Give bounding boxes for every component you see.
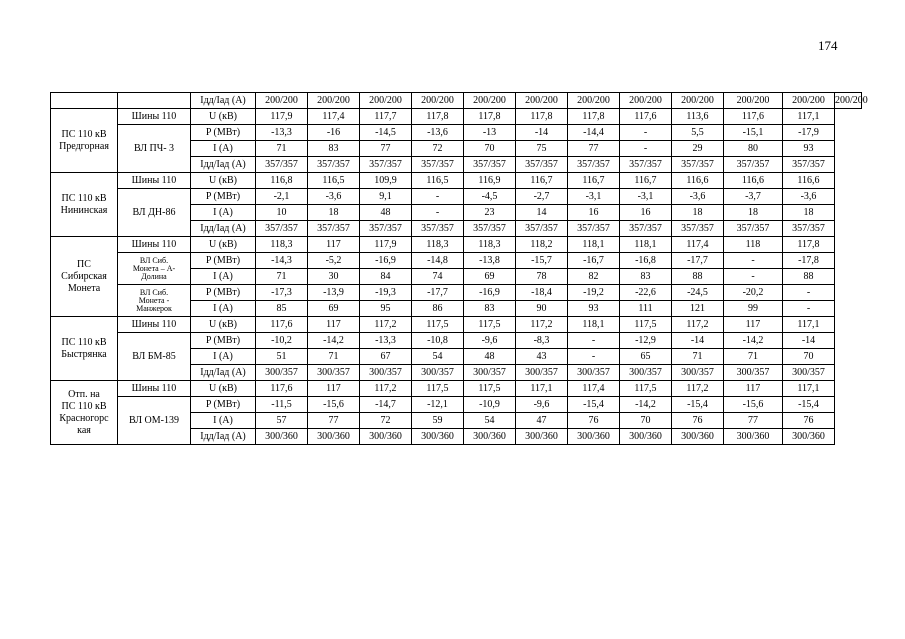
value-cell: -12,9 bbox=[620, 333, 672, 349]
value-cell: 118,3 bbox=[412, 237, 464, 253]
value-cell: 357/357 bbox=[308, 221, 360, 237]
value-cell: 75 bbox=[516, 141, 568, 157]
value-cell: -14,2 bbox=[308, 333, 360, 349]
parameter-cell: I (А) bbox=[191, 413, 256, 429]
value-cell: -9,6 bbox=[464, 333, 516, 349]
value-cell: 357/357 bbox=[724, 157, 783, 173]
value-cell: 5,5 bbox=[672, 125, 724, 141]
value-cell: 83 bbox=[464, 301, 516, 317]
value-cell: 118,3 bbox=[256, 237, 308, 253]
table-row bbox=[51, 189, 862, 205]
value-cell: 357/357 bbox=[516, 157, 568, 173]
value-cell: - bbox=[568, 349, 620, 365]
value-cell: 117,2 bbox=[672, 317, 724, 333]
value-cell: 300/357 bbox=[620, 365, 672, 381]
value-cell: 117,5 bbox=[412, 317, 464, 333]
table-row bbox=[51, 125, 862, 141]
value-cell: 118,3 bbox=[464, 237, 516, 253]
value-cell: -13,6 bbox=[412, 125, 464, 141]
value-cell: -14,7 bbox=[360, 397, 412, 413]
header-param-cell: Iдд/Iад (А) bbox=[191, 93, 256, 109]
value-cell: 82 bbox=[568, 269, 620, 285]
parameter-cell: I (А) bbox=[191, 141, 256, 157]
value-cell: 300/360 bbox=[516, 429, 568, 445]
value-cell: 300/360 bbox=[308, 429, 360, 445]
value-cell: -14 bbox=[783, 333, 835, 349]
value-cell: 117,4 bbox=[568, 381, 620, 397]
station-name-cell: ПС 110 кВ Нининская bbox=[51, 173, 118, 237]
value-cell: 59 bbox=[412, 413, 464, 429]
value-cell: 117,1 bbox=[783, 381, 835, 397]
value-cell: 9,1 bbox=[360, 189, 412, 205]
value-cell: -16,9 bbox=[360, 253, 412, 269]
value-cell: 117,5 bbox=[620, 317, 672, 333]
page-number: 174 bbox=[818, 38, 838, 53]
value-cell: 300/357 bbox=[783, 365, 835, 381]
value-cell: 70 bbox=[620, 413, 672, 429]
line-name-cell: Шины 110 bbox=[118, 317, 191, 333]
value-cell: - bbox=[724, 253, 783, 269]
value-cell: 117,6 bbox=[724, 109, 783, 125]
value-cell: - bbox=[620, 125, 672, 141]
station-name-cell: Отп. на ПС 110 кВ Красногорс кая bbox=[51, 381, 118, 445]
parameter-cell: I (А) bbox=[191, 301, 256, 317]
value-cell: 118,1 bbox=[568, 317, 620, 333]
value-cell: - bbox=[568, 333, 620, 349]
value-cell: 14 bbox=[516, 205, 568, 221]
value-cell: 84 bbox=[360, 269, 412, 285]
value-cell: 83 bbox=[620, 269, 672, 285]
value-cell: -15,4 bbox=[672, 397, 724, 413]
value-cell: 117 bbox=[724, 381, 783, 397]
value-cell: -15,7 bbox=[516, 253, 568, 269]
value-cell: - bbox=[620, 141, 672, 157]
value-cell: - bbox=[412, 189, 464, 205]
value-cell: 71 bbox=[308, 349, 360, 365]
value-cell: 18 bbox=[724, 205, 783, 221]
parameter-cell: Iдд/Iад (А) bbox=[191, 221, 256, 237]
header-value-cell: 200/200 bbox=[568, 93, 620, 109]
value-cell: 47 bbox=[516, 413, 568, 429]
value-cell: 117,5 bbox=[620, 381, 672, 397]
parameter-cell: U (кВ) bbox=[191, 381, 256, 397]
value-cell: 300/360 bbox=[256, 429, 308, 445]
value-cell: 78 bbox=[516, 269, 568, 285]
table-row bbox=[51, 253, 862, 269]
value-cell: -15,4 bbox=[568, 397, 620, 413]
value-cell: 57 bbox=[256, 413, 308, 429]
value-cell: 117,9 bbox=[360, 237, 412, 253]
value-cell: 93 bbox=[568, 301, 620, 317]
value-cell: 54 bbox=[464, 413, 516, 429]
value-cell: 357/357 bbox=[620, 221, 672, 237]
value-cell: 116,7 bbox=[516, 173, 568, 189]
value-cell: -16,7 bbox=[568, 253, 620, 269]
value-cell: -14,3 bbox=[256, 253, 308, 269]
value-cell: 117,1 bbox=[516, 381, 568, 397]
header-value-cell: 200/200 bbox=[256, 93, 308, 109]
table-row bbox=[51, 317, 862, 333]
value-cell: 117,1 bbox=[783, 109, 835, 125]
parameter-cell: U (кВ) bbox=[191, 317, 256, 333]
value-cell: 300/357 bbox=[464, 365, 516, 381]
value-cell: 69 bbox=[464, 269, 516, 285]
table-row bbox=[51, 397, 862, 413]
value-cell: 117,8 bbox=[464, 109, 516, 125]
header-value-cell: 200/200 bbox=[516, 93, 568, 109]
value-cell: 357/357 bbox=[783, 157, 835, 173]
value-cell: 85 bbox=[256, 301, 308, 317]
value-cell: -13,9 bbox=[308, 285, 360, 301]
value-cell: 357/357 bbox=[464, 157, 516, 173]
value-cell: 30 bbox=[308, 269, 360, 285]
value-cell: 83 bbox=[308, 141, 360, 157]
line-name-cell: ВЛ ДН-86 bbox=[118, 189, 191, 237]
value-cell: 357/357 bbox=[256, 157, 308, 173]
value-cell: 117,5 bbox=[464, 381, 516, 397]
station-name-cell: ПС 110 кВ Быстрянка bbox=[51, 317, 118, 381]
parameter-cell: I (А) bbox=[191, 349, 256, 365]
parameter-cell: U (кВ) bbox=[191, 109, 256, 125]
header-value-cell: 200/200 bbox=[672, 93, 724, 109]
value-cell: -2,1 bbox=[256, 189, 308, 205]
station-name-cell: ПС 110 кВ Предгорная bbox=[51, 109, 118, 173]
value-cell: 113,6 bbox=[672, 109, 724, 125]
header-value-cell: 200/200 bbox=[783, 93, 835, 109]
value-cell: 23 bbox=[464, 205, 516, 221]
value-cell: 118,2 bbox=[516, 237, 568, 253]
value-cell: 117,6 bbox=[256, 381, 308, 397]
line-name-cell: ВЛ Сиб. Монета – А- Долина bbox=[118, 253, 191, 285]
value-cell: -17,7 bbox=[672, 253, 724, 269]
header-value-cell: 200/200 bbox=[412, 93, 464, 109]
value-cell: -13 bbox=[464, 125, 516, 141]
parameter-cell: P (МВт) bbox=[191, 285, 256, 301]
value-cell: 67 bbox=[360, 349, 412, 365]
value-cell: 117,2 bbox=[360, 381, 412, 397]
value-cell: 117,6 bbox=[620, 109, 672, 125]
line-name-cell: Шины 110 bbox=[118, 381, 191, 397]
value-cell: 65 bbox=[620, 349, 672, 365]
value-cell: -15,1 bbox=[724, 125, 783, 141]
header-value-cell: 200/200 bbox=[360, 93, 412, 109]
value-cell: -18,4 bbox=[516, 285, 568, 301]
value-cell: - bbox=[783, 301, 835, 317]
value-cell: 77 bbox=[308, 413, 360, 429]
parameter-cell: P (МВт) bbox=[191, 397, 256, 413]
value-cell: 357/357 bbox=[568, 157, 620, 173]
load-flow-table bbox=[50, 92, 868, 445]
line-name-cell: ВЛ Сиб. Монета - Манжерок bbox=[118, 285, 191, 317]
value-cell: -14,2 bbox=[620, 397, 672, 413]
value-cell: 300/360 bbox=[620, 429, 672, 445]
parameter-cell: U (кВ) bbox=[191, 173, 256, 189]
value-cell: 18 bbox=[672, 205, 724, 221]
line-name-cell: Шины 110 bbox=[118, 109, 191, 125]
value-cell: -20,2 bbox=[724, 285, 783, 301]
value-cell: 10 bbox=[256, 205, 308, 221]
value-cell: -13,3 bbox=[256, 125, 308, 141]
value-cell: 90 bbox=[516, 301, 568, 317]
value-cell: -3,7 bbox=[724, 189, 783, 205]
value-cell: 357/357 bbox=[412, 157, 464, 173]
value-cell: 88 bbox=[783, 269, 835, 285]
value-cell: 69 bbox=[308, 301, 360, 317]
value-cell: 18 bbox=[783, 205, 835, 221]
value-cell: 70 bbox=[464, 141, 516, 157]
value-cell: 77 bbox=[360, 141, 412, 157]
header-value-cell: 200/200 bbox=[724, 93, 783, 109]
value-cell: -13,3 bbox=[360, 333, 412, 349]
value-cell: -16,9 bbox=[464, 285, 516, 301]
value-cell: 76 bbox=[783, 413, 835, 429]
header-value-cell: 200/200 bbox=[308, 93, 360, 109]
header-empty-cell bbox=[118, 93, 191, 109]
value-cell: 117,8 bbox=[412, 109, 464, 125]
value-cell: 71 bbox=[672, 349, 724, 365]
value-cell: 80 bbox=[724, 141, 783, 157]
value-cell: -17,7 bbox=[412, 285, 464, 301]
value-cell: 357/357 bbox=[516, 221, 568, 237]
value-cell: 357/357 bbox=[672, 157, 724, 173]
value-cell: 357/357 bbox=[412, 221, 464, 237]
value-cell: -14 bbox=[672, 333, 724, 349]
value-cell: 117,6 bbox=[256, 317, 308, 333]
value-cell: -10,2 bbox=[256, 333, 308, 349]
value-cell: -2,7 bbox=[516, 189, 568, 205]
value-cell: 116,5 bbox=[308, 173, 360, 189]
value-cell: 76 bbox=[672, 413, 724, 429]
table-row bbox=[51, 109, 862, 125]
value-cell: 74 bbox=[412, 269, 464, 285]
value-cell: -15,6 bbox=[724, 397, 783, 413]
parameter-cell: I (А) bbox=[191, 205, 256, 221]
value-cell: -3,6 bbox=[783, 189, 835, 205]
table-row bbox=[51, 285, 862, 301]
value-cell: -22,6 bbox=[620, 285, 672, 301]
value-cell: 300/357 bbox=[568, 365, 620, 381]
header-row bbox=[51, 93, 862, 109]
value-cell: -10,8 bbox=[412, 333, 464, 349]
line-name-cell: ВЛ ПЧ- 3 bbox=[118, 125, 191, 173]
value-cell: 117,8 bbox=[783, 237, 835, 253]
line-name-cell: Шины 110 bbox=[118, 237, 191, 253]
value-cell: 357/357 bbox=[724, 221, 783, 237]
value-cell: -3,1 bbox=[620, 189, 672, 205]
value-cell: -15,6 bbox=[308, 397, 360, 413]
value-cell: -14,8 bbox=[412, 253, 464, 269]
line-name-cell: Шины 110 bbox=[118, 173, 191, 189]
value-cell: 357/357 bbox=[256, 221, 308, 237]
value-cell: 121 bbox=[672, 301, 724, 317]
parameter-cell: Iдд/Iад (А) bbox=[191, 429, 256, 445]
value-cell: -3,1 bbox=[568, 189, 620, 205]
value-cell: 43 bbox=[516, 349, 568, 365]
value-cell: 51 bbox=[256, 349, 308, 365]
value-cell: 77 bbox=[568, 141, 620, 157]
value-cell: 300/360 bbox=[783, 429, 835, 445]
value-cell: 357/357 bbox=[672, 221, 724, 237]
value-cell: 300/357 bbox=[412, 365, 464, 381]
value-cell: -19,3 bbox=[360, 285, 412, 301]
value-cell: 77 bbox=[724, 413, 783, 429]
value-cell: 16 bbox=[620, 205, 672, 221]
parameter-cell: U (кВ) bbox=[191, 237, 256, 253]
value-cell: 116,7 bbox=[620, 173, 672, 189]
value-cell: 300/360 bbox=[412, 429, 464, 445]
value-cell: 117,5 bbox=[464, 317, 516, 333]
line-name-cell: ВЛ БМ-85 bbox=[118, 333, 191, 381]
table-row bbox=[51, 381, 862, 397]
value-cell: - bbox=[412, 205, 464, 221]
line-name-cell: ВЛ ОМ-139 bbox=[118, 397, 191, 445]
table-row bbox=[51, 173, 862, 189]
value-cell: 117 bbox=[308, 237, 360, 253]
value-cell: -13,8 bbox=[464, 253, 516, 269]
value-cell: 109,9 bbox=[360, 173, 412, 189]
value-cell: -5,2 bbox=[308, 253, 360, 269]
value-cell: 300/357 bbox=[308, 365, 360, 381]
value-cell: 48 bbox=[360, 205, 412, 221]
value-cell: 93 bbox=[783, 141, 835, 157]
value-cell: -15,4 bbox=[783, 397, 835, 413]
value-cell: 300/360 bbox=[360, 429, 412, 445]
table-body bbox=[51, 93, 868, 445]
station-name-cell: ПС Сибирская Монета bbox=[51, 237, 118, 317]
value-cell: -14 bbox=[516, 125, 568, 141]
value-cell: 117,4 bbox=[308, 109, 360, 125]
header-value-cell: 200/200 bbox=[835, 93, 862, 109]
value-cell: 116,6 bbox=[724, 173, 783, 189]
parameter-cell: P (МВт) bbox=[191, 253, 256, 269]
value-cell: 117 bbox=[308, 317, 360, 333]
value-cell: 357/357 bbox=[620, 157, 672, 173]
value-cell: -11,5 bbox=[256, 397, 308, 413]
parameter-cell: P (МВт) bbox=[191, 189, 256, 205]
value-cell: 357/357 bbox=[464, 221, 516, 237]
value-cell: -17,3 bbox=[256, 285, 308, 301]
value-cell: 99 bbox=[724, 301, 783, 317]
value-cell: 300/357 bbox=[516, 365, 568, 381]
value-cell: 357/357 bbox=[568, 221, 620, 237]
value-cell: 118,1 bbox=[620, 237, 672, 253]
parameter-cell: I (А) bbox=[191, 269, 256, 285]
value-cell: 116,6 bbox=[672, 173, 724, 189]
value-cell: 72 bbox=[360, 413, 412, 429]
value-cell: 300/357 bbox=[256, 365, 308, 381]
value-cell: 118 bbox=[724, 237, 783, 253]
value-cell: 117,8 bbox=[516, 109, 568, 125]
value-cell: 86 bbox=[412, 301, 464, 317]
parameter-cell: P (МВт) bbox=[191, 333, 256, 349]
value-cell: - bbox=[783, 285, 835, 301]
value-cell: 117 bbox=[308, 381, 360, 397]
value-cell: 300/360 bbox=[568, 429, 620, 445]
value-cell: -3,6 bbox=[308, 189, 360, 205]
value-cell: -14,4 bbox=[568, 125, 620, 141]
value-cell: 357/357 bbox=[360, 157, 412, 173]
value-cell: 116,5 bbox=[412, 173, 464, 189]
value-cell: 117 bbox=[724, 317, 783, 333]
value-cell: -9,6 bbox=[516, 397, 568, 413]
value-cell: 117,7 bbox=[360, 109, 412, 125]
value-cell: - bbox=[724, 269, 783, 285]
value-cell: -24,5 bbox=[672, 285, 724, 301]
value-cell: 357/357 bbox=[783, 221, 835, 237]
value-cell: 117,2 bbox=[672, 381, 724, 397]
value-cell: 300/357 bbox=[360, 365, 412, 381]
value-cell: 357/357 bbox=[308, 157, 360, 173]
header-empty-cell bbox=[51, 93, 118, 109]
header-value-cell: 200/200 bbox=[464, 93, 516, 109]
value-cell: 71 bbox=[256, 269, 308, 285]
value-cell: 300/357 bbox=[672, 365, 724, 381]
value-cell: 88 bbox=[672, 269, 724, 285]
value-cell: -19,2 bbox=[568, 285, 620, 301]
parameter-cell: Iдд/Iад (А) bbox=[191, 157, 256, 173]
value-cell: 70 bbox=[783, 349, 835, 365]
value-cell: 116,9 bbox=[464, 173, 516, 189]
value-cell: 76 bbox=[568, 413, 620, 429]
value-cell: 118,1 bbox=[568, 237, 620, 253]
header-value-cell: 200/200 bbox=[620, 93, 672, 109]
value-cell: 116,6 bbox=[783, 173, 835, 189]
value-cell: -12,1 bbox=[412, 397, 464, 413]
value-cell: 300/360 bbox=[464, 429, 516, 445]
value-cell: 117,1 bbox=[783, 317, 835, 333]
value-cell: 116,8 bbox=[256, 173, 308, 189]
value-cell: -17,9 bbox=[783, 125, 835, 141]
value-cell: 300/357 bbox=[724, 365, 783, 381]
parameter-cell: Iдд/Iад (А) bbox=[191, 365, 256, 381]
value-cell: -4,5 bbox=[464, 189, 516, 205]
table-row bbox=[51, 237, 862, 253]
value-cell: 71 bbox=[256, 141, 308, 157]
value-cell: 54 bbox=[412, 349, 464, 365]
value-cell: 111 bbox=[620, 301, 672, 317]
value-cell: 18 bbox=[308, 205, 360, 221]
value-cell: 116,7 bbox=[568, 173, 620, 189]
value-cell: 16 bbox=[568, 205, 620, 221]
value-cell: -16 bbox=[308, 125, 360, 141]
value-cell: -8,3 bbox=[516, 333, 568, 349]
value-cell: 72 bbox=[412, 141, 464, 157]
value-cell: 29 bbox=[672, 141, 724, 157]
value-cell: -14,2 bbox=[724, 333, 783, 349]
value-cell: 117,9 bbox=[256, 109, 308, 125]
value-cell: -16,8 bbox=[620, 253, 672, 269]
table-row bbox=[51, 333, 862, 349]
parameter-cell: P (МВт) bbox=[191, 125, 256, 141]
value-cell: -14,5 bbox=[360, 125, 412, 141]
value-cell: -17,8 bbox=[783, 253, 835, 269]
value-cell: -10,9 bbox=[464, 397, 516, 413]
value-cell: 95 bbox=[360, 301, 412, 317]
value-cell: -3,6 bbox=[672, 189, 724, 205]
value-cell: 117,2 bbox=[360, 317, 412, 333]
value-cell: 300/360 bbox=[672, 429, 724, 445]
value-cell: 71 bbox=[724, 349, 783, 365]
value-cell: 117,2 bbox=[516, 317, 568, 333]
value-cell: 357/357 bbox=[360, 221, 412, 237]
value-cell: 117,8 bbox=[568, 109, 620, 125]
value-cell: 300/360 bbox=[724, 429, 783, 445]
value-cell: 48 bbox=[464, 349, 516, 365]
value-cell: 117,4 bbox=[672, 237, 724, 253]
value-cell: 117,5 bbox=[412, 381, 464, 397]
